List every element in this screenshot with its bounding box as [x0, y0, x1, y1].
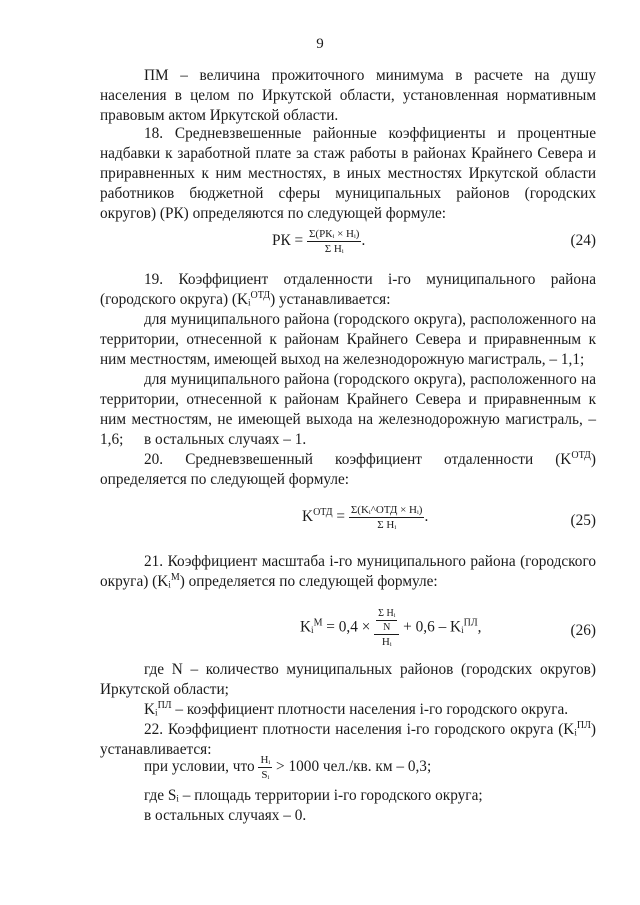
paragraph-22: 22. Коэффициент плотности населения i-го городского округа (Kᵢ$^{ПЛ}$) устанавливается: — [100, 719, 596, 758]
paragraph-19-case-2: для муниципального района (городского округа), расположенного на территории, отнесенной к районам Крайнего Севера и приравненным к ним местностям, не имеющей выхода на железнодорожную магистраль, – 1,6; — [100, 371, 596, 448]
paragraph-22-where-s: где Sᵢ – площадь территории i-го городского округа; — [144, 787, 483, 804]
paragraph-19-case-1: для муниципального района (городского округа), расположенного на территории, отнесенной к районам Крайнего Севера и приравненным к ним местностям, имеющей выход на железнодорожную магистраль, – 1,1; — [100, 311, 596, 368]
formula-24: РК = $\frac{\text{Σ(РКᵢ × Нᵢ)}}{\text{Σ Нᵢ}}$ . — [272, 228, 366, 255]
page-number: 9 — [316, 36, 324, 52]
paragraph-22-condition: при условии, что $\frac{\text{Нᵢ}}{\text{Sᵢ}}$ > 1000 чел./кв. км – 0,3; — [144, 754, 432, 781]
paragraph-pm-definition: ПМ – величина прожиточного минимума в расчете на душу населения в целом по Иркутской области, установленная нормативным правовым актом Иркутской области. — [100, 67, 596, 124]
equation-number-26: (26) — [570, 622, 596, 639]
paragraph-19-case-3: в остальных случаях – 1. — [144, 431, 307, 448]
paragraph-19: 19. Коэффициент отдаленности i-го муниципального района (городского округа) (Kᵢ$^{ОТД}$) устанавливается: — [100, 271, 596, 308]
equation-number-25: (25) — [570, 512, 596, 529]
paragraph-22-otherwise: в остальных случаях – 0. — [144, 807, 307, 824]
paragraph-21-where-kpl: Kᵢ$^{ПЛ}$ – коэффициент плотности населения i-го городского округа. — [144, 699, 569, 718]
paragraph-18: 18. Средневзвешенные районные коэффициенты и процентные надбавки к заработной плате за стаж работы в районах Крайнего Севера и приравненных к ним местностях, в иных местностях Иркутской области работников бюджетной сферы муниципальных районов (городских округов) (РК) определяются по следующей формуле: — [100, 125, 596, 222]
paragraph-21: 21. Коэффициент масштаба i-го муниципального района (городского округа) (Kᵢ$^М$) определяется по следующей формуле: — [100, 553, 596, 590]
paragraph-21-where-n: где N – количество муниципальных районов (городских округов) Иркутской области; — [100, 661, 596, 698]
equation-number-24: (24) — [570, 232, 596, 249]
formula-25: $K^{ОТД}$ = $\frac{\text{Σ(Kᵢ\textasciicircum{}ОТД × Нᵢ)}}{\text{Σ Нᵢ}}$ . — [302, 504, 429, 531]
formula-26: Kᵢ$^М$ = 0,4 × $\frac{\frac{\text{Σ Нᵢ}}{N}}{\text{Нᵢ}}$ + 0,6 – Kᵢ$^{ПЛ}$, — [300, 608, 482, 648]
paragraph-20: 20. Средневзвешенный коэффициент отдаленности $(K^{ОТД})$ определяется по следующей формуле: — [100, 449, 596, 488]
